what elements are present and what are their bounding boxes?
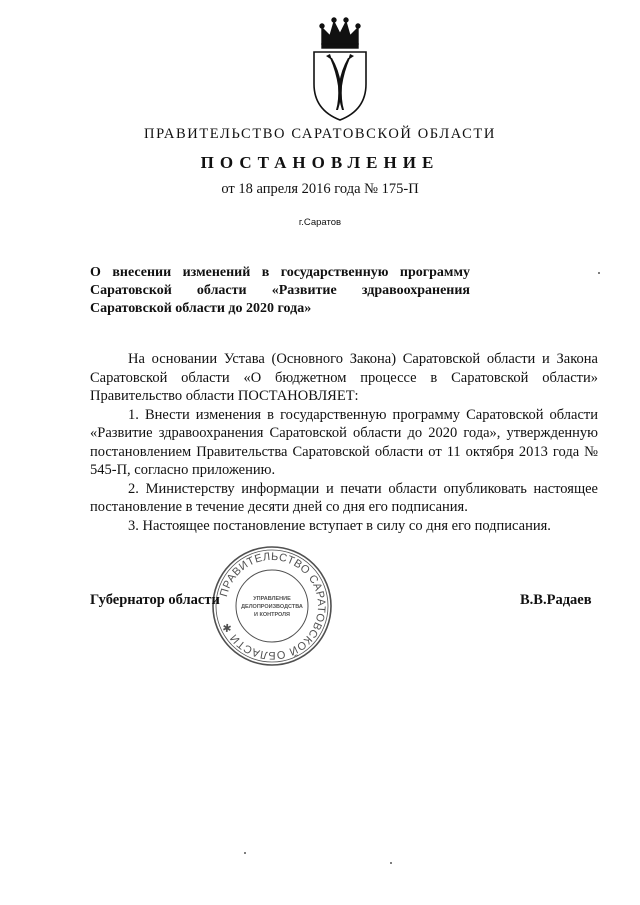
item-paragraph: 1. Внести изменения в государственную программу Саратовской области «Развитие здравоохранения Саратовской области до 2020 года», утвержденную постановлением Правительства Саратовской области от 11 октября 2013 года № 545-П, согласно приложению. — [90, 406, 598, 478]
crown-icon — [320, 18, 360, 48]
document-body — [90, 350, 598, 535]
svg-text:ДЕЛОПРОИЗВОДСТВА: ДЕЛОПРОИЗВОДСТВА — [241, 604, 303, 610]
title-line: Саратовской области «Развитие здравоохранения — [90, 283, 470, 298]
preamble-paragraph: На основании Устава (Основного Закона) Саратовской области и Закона Саратовской области «О бюджетном процессе в Саратовской области» Правительство области ПОСТАНОВЛЯЕТ: — [90, 351, 598, 404]
city-name: г.Саратов — [298, 217, 342, 228]
signatory-position: Губернатор области — [90, 592, 220, 608]
scan-speck — [598, 272, 600, 274]
scan-speck — [244, 852, 246, 854]
document-type: ПОСТАНОВЛЕНИЕ — [200, 153, 440, 172]
sterlet-icon — [326, 54, 354, 110]
item-paragraph: 3. Настоящее постановление вступает в силу со дня его подписания. — [128, 517, 551, 534]
coat-of-arms-emblem — [300, 14, 380, 124]
organization-name: ПРАВИТЕЛЬСТВО САРАТОВСКОЙ ОБЛАСТИ — [144, 126, 496, 142]
title-line: Саратовской области до 2020 года» — [90, 301, 312, 316]
document-date-number: от 18 апреля 2016 года № 175-П — [221, 181, 419, 197]
svg-text:ПРАВИТЕЛЬСТВО САРАТОВСКОЙ ОБЛА: ПРАВИТЕЛЬСТВО САРАТОВСКОЙ ОБЛАСТИ ✱ — [217, 550, 328, 662]
signatory-name: В.В.Радаев — [520, 592, 592, 608]
item-paragraph: 2. Министерству информации и печати области опубликовать настоящее постановление в течение десяти дней со дня его подписания. — [90, 480, 598, 515]
title-line: О внесении изменений в государственную программу — [90, 265, 470, 280]
svg-text:И КОНТРОЛЯ: И КОНТРОЛЯ — [254, 612, 290, 618]
scan-speck — [390, 862, 392, 864]
document-title — [90, 264, 470, 318]
official-stamp — [210, 544, 334, 668]
svg-text:УПРАВЛЕНИЕ: УПРАВЛЕНИЕ — [253, 596, 291, 602]
